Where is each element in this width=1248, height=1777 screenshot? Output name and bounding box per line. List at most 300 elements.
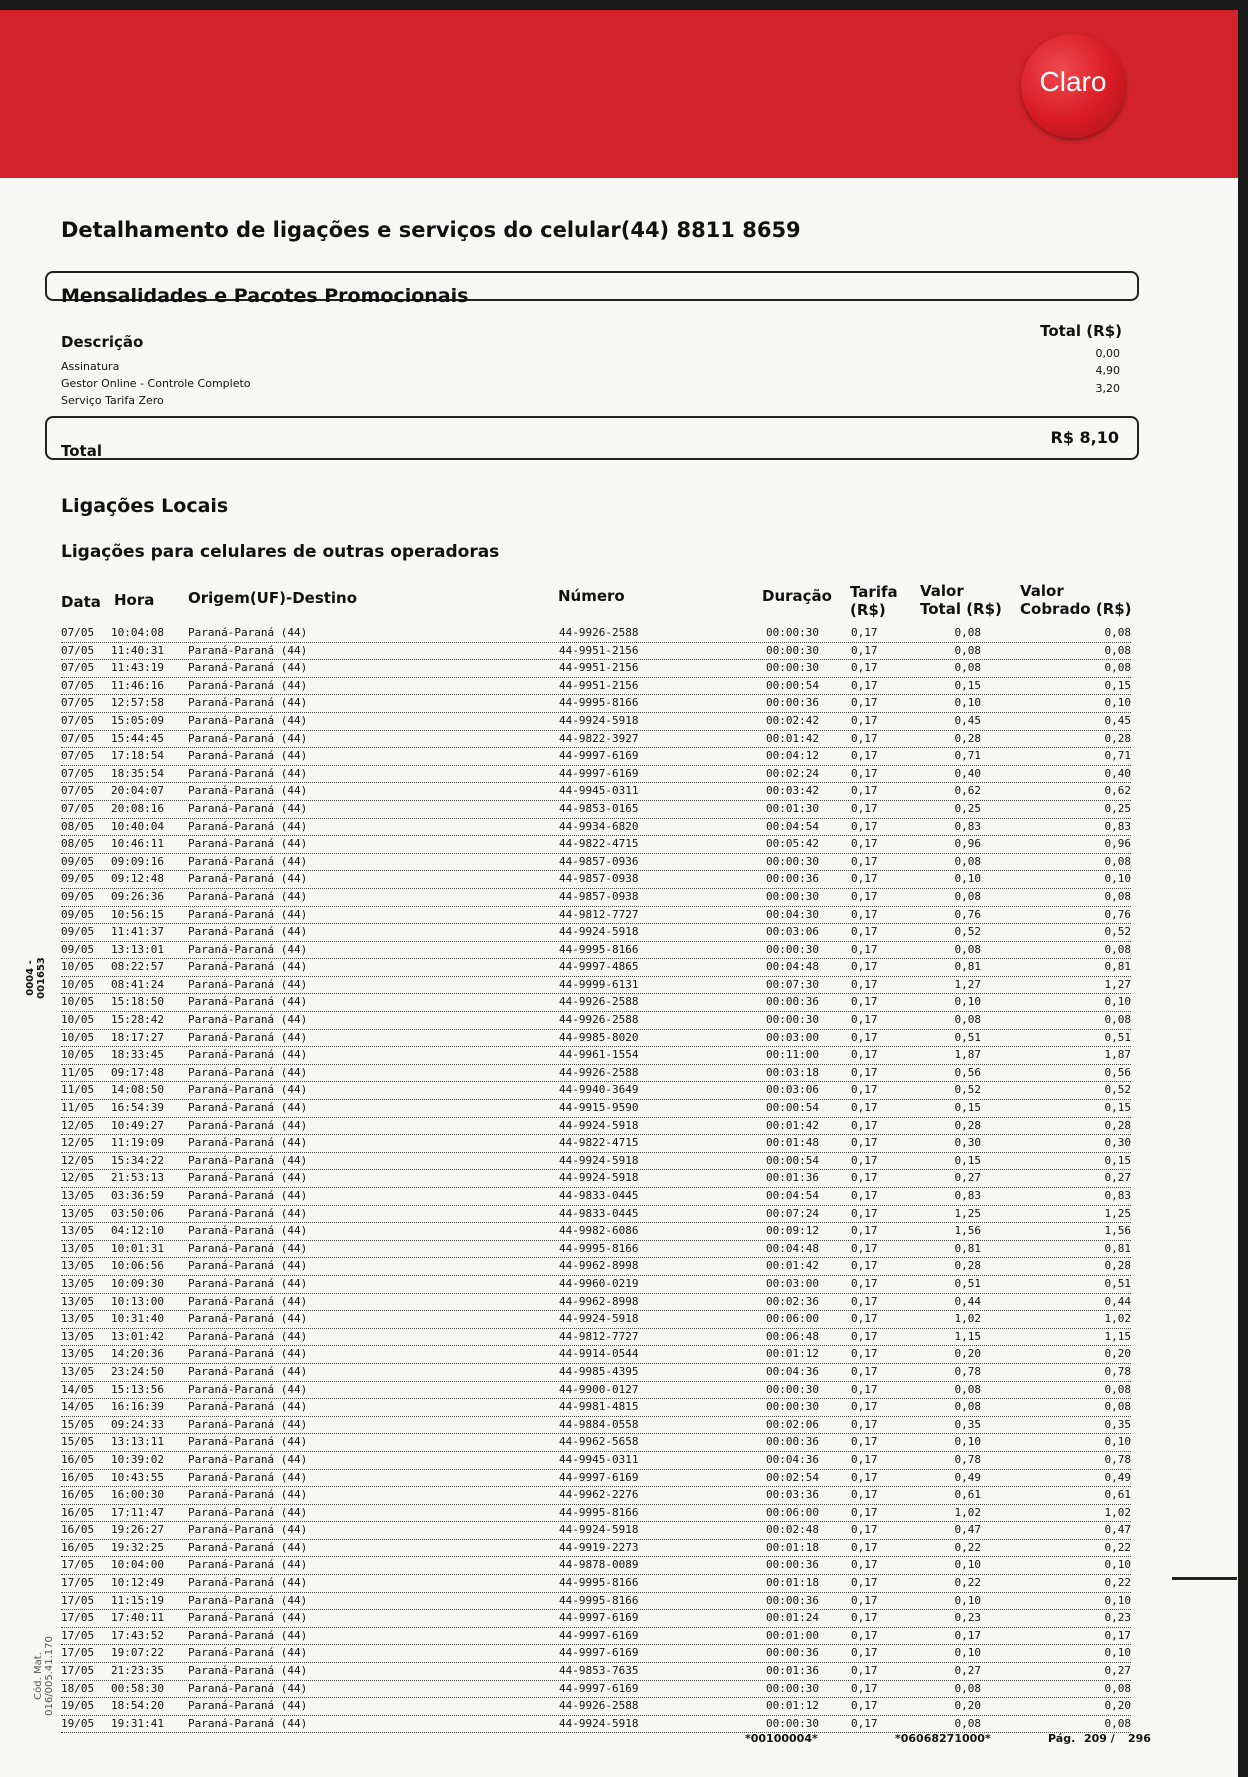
cell-value-total: 0,10 (954, 995, 981, 1009)
cell-rate: 0,17 (851, 1611, 878, 1625)
cell-value-total: 1,15 (954, 1329, 981, 1343)
cell-time: 21:23:35 (111, 1664, 164, 1678)
cell-date: 16/05 (61, 1505, 95, 1519)
cell-date: 13/05 (61, 1206, 95, 1220)
cell-rate: 0,17 (851, 1083, 878, 1097)
cell-time: 10:04:00 (111, 1558, 164, 1572)
cell-duration: 00:00:30 (766, 1681, 819, 1695)
cell-duration: 00:00:54 (766, 1101, 819, 1115)
cell-rate: 0,17 (851, 1435, 878, 1449)
cell-date: 11/05 (61, 1101, 95, 1115)
cell-date: 08/05 (61, 837, 95, 851)
cell-origin: Paraná-Paraná (44) (188, 1259, 308, 1273)
cell-rate: 0,17 (851, 626, 878, 639)
table-row (61, 959, 1131, 977)
cell-value-total: 0,83 (954, 1189, 981, 1202)
cell-date: 13/05 (61, 1347, 95, 1361)
cell-value-total: 0,78 (954, 1452, 981, 1466)
cell-rate: 0,17 (851, 1312, 878, 1326)
cell-duration: 00:02:42 (766, 713, 819, 727)
cell-rate: 0,17 (851, 713, 878, 727)
cell-rate: 0,17 (851, 1030, 878, 1044)
col-header-tarifa-line1: Tarifa (850, 583, 898, 601)
cell-number: 44-9995-8166 (559, 1593, 639, 1607)
cell-rate: 0,17 (851, 1382, 878, 1396)
cell-origin: Paraná-Paraná (44) (188, 995, 308, 1009)
cell-duration: 00:01:30 (766, 801, 819, 815)
cell-value-charged: 0,08 (1104, 889, 1131, 903)
cell-duration: 00:04:54 (766, 819, 819, 833)
cell-value-total: 0,81 (954, 1241, 981, 1255)
table-row (61, 1258, 1131, 1276)
table-row (61, 1487, 1131, 1505)
page-title: Detalhamento de ligações e serviços do celular(44) 8811 8659 (61, 218, 801, 242)
cell-number: 44-9997-6169 (559, 1681, 639, 1695)
cell-time: 15:05:09 (111, 713, 164, 727)
cell-value-total: 0,10 (954, 872, 981, 886)
cell-duration: 00:03:18 (766, 1065, 819, 1079)
cell-value-total: 0,35 (954, 1417, 981, 1431)
cell-rate: 0,17 (851, 1259, 878, 1273)
cell-value-charged: 0,08 (1104, 1400, 1131, 1414)
subscription-item-label: Gestor Online - Controle Completo (61, 377, 251, 390)
cell-date: 11/05 (61, 1083, 95, 1097)
table-row (61, 1364, 1131, 1382)
cell-date: 10/05 (61, 1048, 95, 1062)
col-header-hora: Hora (114, 591, 155, 609)
cell-value-charged: 0,61 (1104, 1488, 1131, 1502)
table-row (61, 731, 1131, 749)
cell-date: 11/05 (61, 1065, 95, 1079)
cell-origin: Paraná-Paraná (44) (188, 1364, 308, 1378)
cell-origin: Paraná-Paraná (44) (188, 1681, 308, 1695)
cell-date: 16/05 (61, 1470, 95, 1484)
cell-value-charged: 0,28 (1104, 1259, 1131, 1273)
cell-origin: Paraná-Paraná (44) (188, 1101, 308, 1115)
cell-time: 03:50:06 (111, 1206, 164, 1220)
table-row (61, 1399, 1131, 1417)
cell-value-total: 0,49 (954, 1470, 981, 1484)
cell-rate: 0,17 (851, 1136, 878, 1150)
cell-duration: 00:01:24 (766, 1611, 819, 1625)
cell-value-total: 0,51 (954, 1276, 981, 1290)
cell-value-charged: 0,20 (1104, 1699, 1131, 1713)
cell-date: 17/05 (61, 1576, 95, 1590)
cell-time: 11:43:19 (111, 661, 164, 675)
cell-value-charged: 0,10 (1104, 1435, 1131, 1449)
table-row (61, 1628, 1131, 1646)
cell-value-charged: 1,25 (1104, 1206, 1131, 1220)
cell-origin: Paraná-Paraná (44) (188, 784, 308, 798)
cell-date: 15/05 (61, 1435, 95, 1449)
cell-time: 00:58:30 (111, 1681, 164, 1695)
cell-rate: 0,17 (851, 784, 878, 798)
cell-time: 11:41:37 (111, 925, 164, 939)
cell-origin: Paraná-Paraná (44) (188, 1065, 308, 1079)
cell-value-total: 0,56 (954, 1065, 981, 1079)
cell-duration: 00:04:48 (766, 960, 819, 974)
table-row (61, 1698, 1131, 1716)
cell-value-charged: 0,47 (1104, 1523, 1131, 1537)
cell-date: 09/05 (61, 925, 95, 939)
cell-rate: 0,17 (851, 1241, 878, 1255)
cell-date: 12/05 (61, 1153, 95, 1167)
cell-time: 09:26:36 (111, 889, 164, 903)
side-code-text: 0004 - 001653 (25, 957, 47, 999)
cell-date: 13/05 (61, 1329, 95, 1343)
description-header: Descrição (61, 333, 144, 351)
cell-value-total: 0,10 (954, 1558, 981, 1572)
cell-time: 09:17:48 (111, 1065, 164, 1079)
cell-value-charged: 0,40 (1104, 766, 1131, 780)
cell-origin: Paraná-Paraná (44) (188, 1347, 308, 1361)
cell-rate: 0,17 (851, 1013, 878, 1027)
cell-date: 19/05 (61, 1716, 95, 1730)
cell-value-total: 0,23 (954, 1611, 981, 1625)
cell-time: 13:13:01 (111, 942, 164, 956)
cell-duration: 00:03:06 (766, 1083, 819, 1097)
cell-origin: Paraná-Paraná (44) (188, 731, 308, 745)
cell-value-charged: 0,78 (1104, 1452, 1131, 1466)
cell-duration: 00:11:00 (766, 1048, 819, 1062)
table-row (61, 625, 1131, 643)
cell-date: 17/05 (61, 1664, 95, 1678)
cell-rate: 0,17 (851, 1470, 878, 1484)
cell-number: 44-9924-5918 (559, 713, 639, 727)
subscription-item-value: 0,00 (1095, 347, 1120, 360)
cell-origin: Paraná-Paraná (44) (188, 889, 308, 903)
cell-rate: 0,17 (851, 1065, 878, 1079)
table-row (61, 994, 1131, 1012)
cell-duration: 00:03:42 (766, 784, 819, 798)
cell-value-charged: 1,02 (1104, 1505, 1131, 1519)
cell-value-total: 0,83 (954, 819, 981, 833)
cell-value-total: 0,08 (954, 942, 981, 956)
cell-number: 44-9951-2156 (559, 678, 639, 692)
cell-duration: 00:03:00 (766, 1030, 819, 1044)
cell-date: 17/05 (61, 1558, 95, 1572)
cell-rate: 0,17 (851, 1699, 878, 1713)
cell-number: 44-9919-2273 (559, 1540, 639, 1554)
cell-time: 04:12:10 (111, 1224, 164, 1238)
cell-value-total: 0,81 (954, 960, 981, 974)
cell-value-total: 1,02 (954, 1505, 981, 1519)
table-row (61, 801, 1131, 819)
table-row (61, 1065, 1131, 1083)
cell-number: 44-9924-5918 (559, 1118, 639, 1132)
cell-number: 44-9924-5918 (559, 925, 639, 939)
cell-value-total: 0,08 (954, 1382, 981, 1396)
cell-origin: Paraná-Paraná (44) (188, 942, 308, 956)
table-row (61, 1575, 1131, 1593)
cell-origin: Paraná-Paraná (44) (188, 960, 308, 974)
cell-value-total: 0,71 (954, 749, 981, 763)
table-row (61, 713, 1131, 731)
cell-duration: 00:01:36 (766, 1171, 819, 1185)
cell-date: 13/05 (61, 1224, 95, 1238)
cell-number: 44-9924-5918 (559, 1716, 639, 1730)
cell-value-charged: 0,51 (1104, 1276, 1131, 1290)
cell-duration: 00:04:36 (766, 1364, 819, 1378)
cell-duration: 00:00:36 (766, 872, 819, 886)
col-header-valor-total (920, 582, 1002, 618)
total-value: R$ 8,10 (1050, 428, 1119, 447)
table-row (61, 1681, 1131, 1699)
cell-date: 17/05 (61, 1628, 95, 1642)
cell-value-charged: 0,10 (1104, 1593, 1131, 1607)
cell-value-total: 0,76 (954, 907, 981, 921)
cell-time: 18:17:27 (111, 1030, 164, 1044)
cell-value-total: 0,08 (954, 854, 981, 868)
cell-number: 44-9833-0445 (559, 1206, 639, 1220)
cell-rate: 0,17 (851, 1400, 878, 1414)
cell-duration: 00:01:12 (766, 1699, 819, 1713)
col-header-valor-total-line2: Total (R$) (920, 600, 1002, 618)
cell-value-total: 0,45 (954, 713, 981, 727)
cell-number: 44-9924-5918 (559, 1171, 639, 1185)
logo-text: Claro (1039, 66, 1107, 97)
cell-duration: 00:00:30 (766, 643, 819, 657)
table-row (61, 678, 1131, 696)
top-border (0, 0, 1248, 10)
cell-date: 13/05 (61, 1259, 95, 1273)
cell-value-charged: 0,56 (1104, 1065, 1131, 1079)
cell-value-charged: 1,02 (1104, 1312, 1131, 1326)
cell-rate: 0,17 (851, 661, 878, 675)
cell-date: 17/05 (61, 1646, 95, 1660)
cell-duration: 00:03:00 (766, 1276, 819, 1290)
table-row (61, 819, 1131, 837)
cell-origin: Paraná-Paraná (44) (188, 696, 308, 710)
table-row (61, 766, 1131, 784)
cell-date: 12/05 (61, 1171, 95, 1185)
table-row (61, 1276, 1131, 1294)
cell-value-total: 0,10 (954, 1646, 981, 1660)
cell-origin: Paraná-Paraná (44) (188, 1593, 308, 1607)
cell-duration: 00:04:12 (766, 749, 819, 763)
cell-value-charged: 0,78 (1104, 1364, 1131, 1378)
cell-rate: 0,17 (851, 1347, 878, 1361)
cell-duration: 00:00:36 (766, 1646, 819, 1660)
cell-origin: Paraná-Paraná (44) (188, 1312, 308, 1326)
table-row (61, 1329, 1131, 1347)
cell-date: 07/05 (61, 661, 95, 675)
table-row (61, 1311, 1131, 1329)
cell-number: 44-9878-0089 (559, 1558, 639, 1572)
cell-number: 44-9914-0544 (559, 1347, 639, 1361)
cell-origin: Paraná-Paraná (44) (188, 1470, 308, 1484)
table-row (61, 660, 1131, 678)
cell-rate: 0,17 (851, 766, 878, 780)
cell-value-total: 0,08 (954, 626, 981, 639)
cell-date: 17/05 (61, 1611, 95, 1625)
cell-value-total: 0,22 (954, 1540, 981, 1554)
cell-value-total: 0,08 (954, 661, 981, 675)
cell-rate: 0,17 (851, 1189, 878, 1202)
cell-duration: 00:00:36 (766, 995, 819, 1009)
cell-value-total: 0,20 (954, 1699, 981, 1713)
cell-number: 44-9997-4865 (559, 960, 639, 974)
table-row (61, 783, 1131, 801)
cell-time: 15:18:50 (111, 995, 164, 1009)
cell-rate: 0,17 (851, 960, 878, 974)
cell-value-charged: 0,08 (1104, 942, 1131, 956)
cell-date: 14/05 (61, 1400, 95, 1414)
cell-time: 18:35:54 (111, 766, 164, 780)
cell-rate: 0,17 (851, 1276, 878, 1290)
cell-origin: Paraná-Paraná (44) (188, 1382, 308, 1396)
cell-time: 15:28:42 (111, 1013, 164, 1027)
cell-value-total: 0,47 (954, 1523, 981, 1537)
table-row (61, 1346, 1131, 1364)
cell-number: 44-9951-2156 (559, 643, 639, 657)
cell-rate: 0,17 (851, 907, 878, 921)
cell-number: 44-9951-2156 (559, 661, 639, 675)
cell-origin: Paraná-Paraná (44) (188, 766, 308, 780)
table-row (61, 1170, 1131, 1188)
table-row (61, 1452, 1131, 1470)
cell-value-total: 0,20 (954, 1347, 981, 1361)
cell-time: 20:04:07 (111, 784, 164, 798)
cell-origin: Paraná-Paraná (44) (188, 1048, 308, 1062)
cell-time: 10:06:56 (111, 1259, 164, 1273)
cell-value-total: 0,22 (954, 1576, 981, 1590)
cell-time: 11:19:09 (111, 1136, 164, 1150)
cell-rate: 0,17 (851, 696, 878, 710)
cell-origin: Paraná-Paraná (44) (188, 1417, 308, 1431)
cell-date: 09/05 (61, 854, 95, 868)
cell-duration: 00:01:36 (766, 1664, 819, 1678)
cell-time: 10:01:31 (111, 1241, 164, 1255)
total-label: Total (61, 442, 102, 460)
cell-origin: Paraná-Paraná (44) (188, 854, 308, 868)
cell-value-charged: 0,71 (1104, 749, 1131, 763)
footer-pages-total: 296 (1128, 1732, 1151, 1745)
cell-number: 44-9945-0311 (559, 784, 639, 798)
cell-rate: 0,17 (851, 1224, 878, 1238)
cell-time: 10:12:49 (111, 1576, 164, 1590)
section-title: Ligações Locais (61, 495, 229, 517)
cell-value-charged: 0,45 (1104, 713, 1131, 727)
cell-number: 44-9822-4715 (559, 1136, 639, 1150)
cell-number: 44-9884-0558 (559, 1417, 639, 1431)
cell-origin: Paraná-Paraná (44) (188, 1611, 308, 1625)
cell-date: 10/05 (61, 977, 95, 991)
cell-duration: 00:02:36 (766, 1294, 819, 1308)
cell-duration: 00:00:36 (766, 1435, 819, 1449)
col-header-data: Data (61, 593, 101, 611)
cell-origin: Paraná-Paraná (44) (188, 1276, 308, 1290)
cell-number: 44-9997-6169 (559, 766, 639, 780)
side-code (25, 935, 47, 1015)
cell-rate: 0,17 (851, 854, 878, 868)
cell-rate: 0,17 (851, 1681, 878, 1695)
cell-number: 44-9833-0445 (559, 1189, 639, 1202)
table-row (61, 977, 1131, 995)
cell-value-charged: 0,10 (1104, 995, 1131, 1009)
table-row (61, 1012, 1131, 1030)
table-row (61, 1663, 1131, 1681)
cell-value-total: 1,02 (954, 1312, 981, 1326)
cell-rate: 0,17 (851, 1364, 878, 1378)
cell-rate: 0,17 (851, 731, 878, 745)
cell-value-total: 0,52 (954, 925, 981, 939)
cell-origin: Paraná-Paraná (44) (188, 1136, 308, 1150)
cell-rate: 0,17 (851, 1523, 878, 1537)
table-row (61, 1522, 1131, 1540)
cell-value-total: 1,87 (954, 1048, 981, 1062)
cell-rate: 0,17 (851, 1664, 878, 1678)
cell-origin: Paraná-Paraná (44) (188, 1241, 308, 1255)
cell-number: 44-9945-0311 (559, 1452, 639, 1466)
cell-date: 16/05 (61, 1488, 95, 1502)
cell-origin: Paraná-Paraná (44) (188, 626, 308, 639)
cell-duration: 00:07:24 (766, 1206, 819, 1220)
cell-time: 11:15:19 (111, 1593, 164, 1607)
cell-value-charged: 0,15 (1104, 1101, 1131, 1115)
cell-time: 10:46:11 (111, 837, 164, 851)
cell-number: 44-9962-8998 (559, 1294, 639, 1308)
cell-rate: 0,17 (851, 837, 878, 851)
cell-date: 13/05 (61, 1189, 95, 1202)
col-header-origem: Origem(UF)-Destino (188, 589, 358, 607)
table-row (61, 889, 1131, 907)
cell-date: 16/05 (61, 1452, 95, 1466)
cell-duration: 00:00:30 (766, 1013, 819, 1027)
table-row (61, 836, 1131, 854)
cell-origin: Paraná-Paraná (44) (188, 1294, 308, 1308)
table-row (61, 1223, 1131, 1241)
cell-date: 13/05 (61, 1241, 95, 1255)
cell-origin: Paraná-Paraná (44) (188, 749, 308, 763)
cell-origin: Paraná-Paraná (44) (188, 1083, 308, 1097)
cell-value-total: 0,15 (954, 1153, 981, 1167)
cell-date: 08/05 (61, 819, 95, 833)
table-row (61, 907, 1131, 925)
cell-time: 08:41:24 (111, 977, 164, 991)
cell-time: 03:36:59 (111, 1189, 164, 1202)
cell-origin: Paraná-Paraná (44) (188, 1206, 308, 1220)
cell-number: 44-9962-8998 (559, 1259, 639, 1273)
cell-number: 44-9900-0127 (559, 1382, 639, 1396)
cell-origin: Paraná-Paraná (44) (188, 1576, 308, 1590)
cell-duration: 00:04:30 (766, 907, 819, 921)
cell-rate: 0,17 (851, 1505, 878, 1519)
cell-date: 09/05 (61, 942, 95, 956)
cell-date: 07/05 (61, 784, 95, 798)
cell-value-charged: 0,15 (1104, 1153, 1131, 1167)
cell-rate: 0,17 (851, 872, 878, 886)
cell-origin: Paraná-Paraná (44) (188, 1400, 308, 1414)
cell-value-charged: 0,08 (1104, 661, 1131, 675)
cell-origin: Paraná-Paraná (44) (188, 1030, 308, 1044)
cell-duration: 00:00:54 (766, 1153, 819, 1167)
cell-origin: Paraná-Paraná (44) (188, 1558, 308, 1572)
right-border (1238, 0, 1248, 1777)
cell-value-total: 0,61 (954, 1488, 981, 1502)
cell-origin: Paraná-Paraná (44) (188, 1716, 308, 1730)
cell-time: 09:24:33 (111, 1417, 164, 1431)
cell-number: 44-9999-6131 (559, 977, 639, 991)
cell-time: 16:00:30 (111, 1488, 164, 1502)
cell-duration: 00:09:12 (766, 1224, 819, 1238)
cell-value-charged: 0,83 (1104, 819, 1131, 833)
cell-value-total: 0,10 (954, 1435, 981, 1449)
table-row (61, 1047, 1131, 1065)
cell-origin: Paraná-Paraná (44) (188, 1013, 308, 1027)
cell-duration: 00:01:18 (766, 1576, 819, 1590)
cell-origin: Paraná-Paraná (44) (188, 1452, 308, 1466)
